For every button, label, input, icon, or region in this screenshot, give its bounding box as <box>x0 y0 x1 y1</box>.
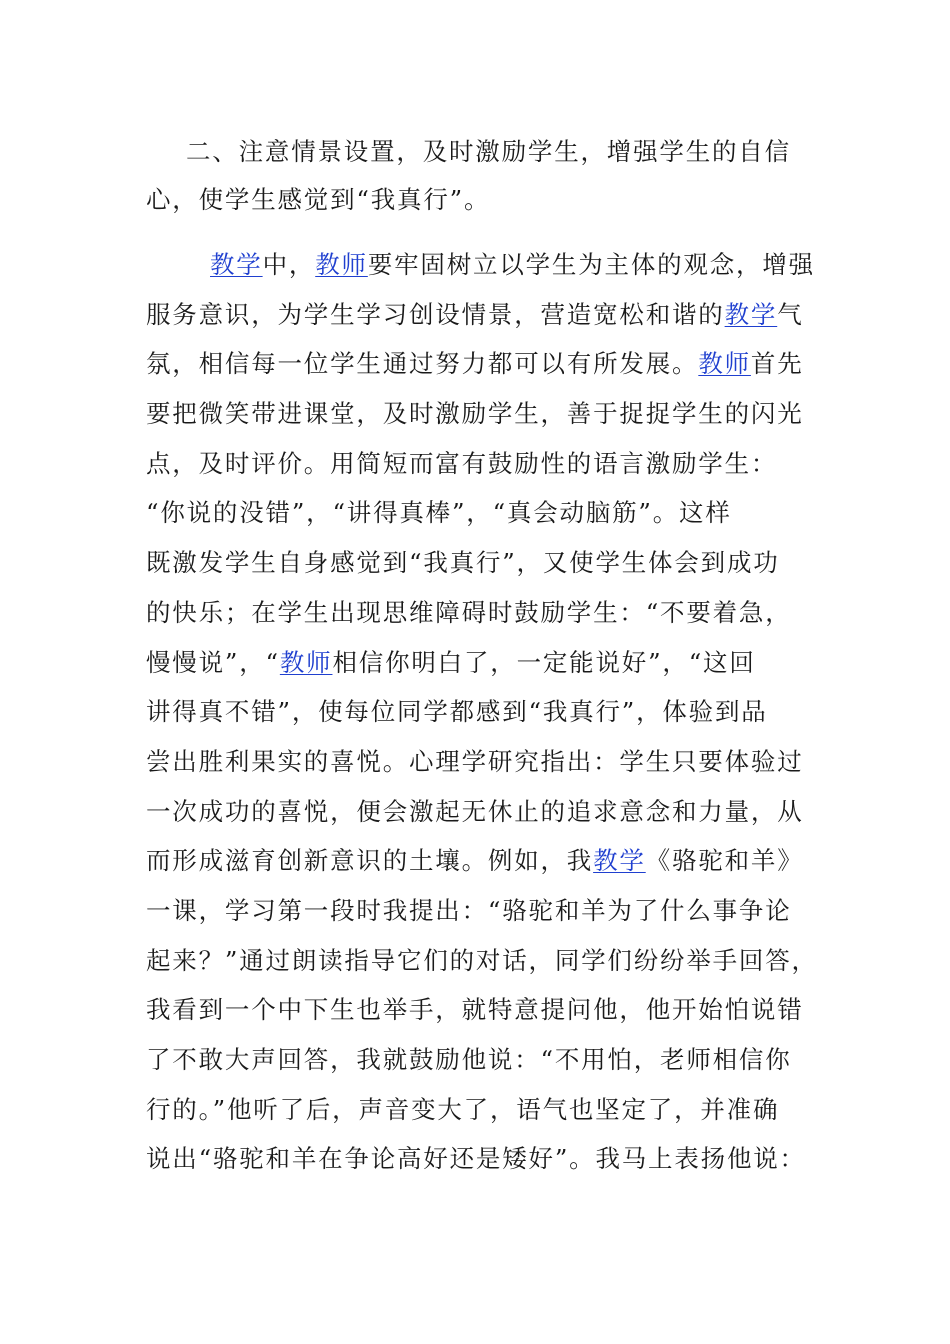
paragraph-line <box>146 389 806 439</box>
text-span: 一次成功的喜悦，便会激起无休止的追求意念和力量，从 <box>146 796 804 826</box>
paragraph-line <box>146 339 806 389</box>
paragraph-line <box>146 1035 806 1085</box>
keyword-link[interactable]: 教学 <box>210 250 263 279</box>
paragraph-line <box>146 836 806 886</box>
paragraph-line <box>146 1134 806 1184</box>
text-span: 慢慢说”，“ <box>146 647 280 677</box>
text-span: 中， <box>262 250 316 279</box>
text-span: 尝出胜利果实的喜悦。心理学研究指出：学生只要体验过 <box>146 746 804 776</box>
text-span: 我看到一个中下生也举手，就特意提问他，他开始怕说错 <box>146 995 804 1025</box>
paragraph-line <box>146 1085 806 1135</box>
keyword-link[interactable]: 教学 <box>724 299 778 329</box>
paragraph-line <box>146 985 806 1035</box>
text-span: 讲得真不错”，使每位同学都感到“我真行”，体验到品 <box>146 697 768 727</box>
text-span: 而形成滋育创新意识的土壤。例如，我 <box>146 846 594 876</box>
paragraph-line <box>146 538 806 588</box>
paragraph-line <box>146 588 806 638</box>
keyword-link[interactable]: 教师 <box>315 250 368 279</box>
paragraph-line <box>146 488 806 538</box>
text-span: 既激发学生自身感觉到“我真行”，又使学生体会到成功 <box>146 548 780 578</box>
text-span: 点，及时评价。用简短而富有鼓励性的语言激励学生： <box>146 448 778 478</box>
text-span: 要把微笑带进课堂，及时激励学生，善于捉捉学生的闪光 <box>146 399 804 429</box>
paragraph-line <box>146 886 806 936</box>
text-span: 行的。”他听了后，声音变大了，语气也坚定了，并准确 <box>146 1094 780 1124</box>
text-span: 《骆驼和羊》 <box>645 846 804 876</box>
text-span: 相信你明白了，一定能说好”，“这回 <box>332 647 756 677</box>
paragraph-line <box>146 936 818 986</box>
keyword-link[interactable]: 教师 <box>279 647 333 677</box>
body-paragraph <box>146 240 818 1184</box>
text-span: 氛，相信每一位学生通过努力都可以有所发展。 <box>146 349 699 379</box>
text-span: 要牢固树立以学生为主体的观念，增强 <box>367 250 815 279</box>
paragraph-line <box>146 787 806 837</box>
text-span: 说出“骆驼和羊在争论高好还是矮好”。我马上表扬他说： <box>146 1144 806 1174</box>
paragraph-line <box>146 240 815 290</box>
text-span: 的快乐；在学生出现思维障碍时鼓励学生：“不要着急， <box>146 597 792 627</box>
keyword-link[interactable]: 教学 <box>593 846 646 876</box>
paragraph-line <box>146 290 806 340</box>
text-span: 气 <box>777 299 804 329</box>
text-span: 了不敢大声回答，我就鼓励他说：“不用怕，老师相信你 <box>146 1045 792 1074</box>
paragraph-line <box>146 439 806 489</box>
paragraph-line <box>146 737 806 787</box>
text-span: 起来？”通过朗读指导它们的对话，同学们纷纷举手回答， <box>146 945 818 975</box>
text-span: 服务意识，为学生学习创设情景，营造宽松和谐的 <box>146 299 725 329</box>
text-span: 首先 <box>750 349 804 379</box>
paragraph-line <box>146 687 806 737</box>
text-span: “你说的没错”，“讲得真棒”，“真会动脑筋”。这样 <box>146 498 732 528</box>
keyword-link[interactable]: 教师 <box>698 349 751 379</box>
paragraph-line <box>146 638 806 688</box>
text-span: 一课，学习第一段时我提出：“骆驼和羊为了什么事争论 <box>146 895 792 925</box>
section-heading: 二、注意情景设置，及时激励学生，增强学生的自信心，使学生感觉到“我真行”。 <box>146 137 791 214</box>
